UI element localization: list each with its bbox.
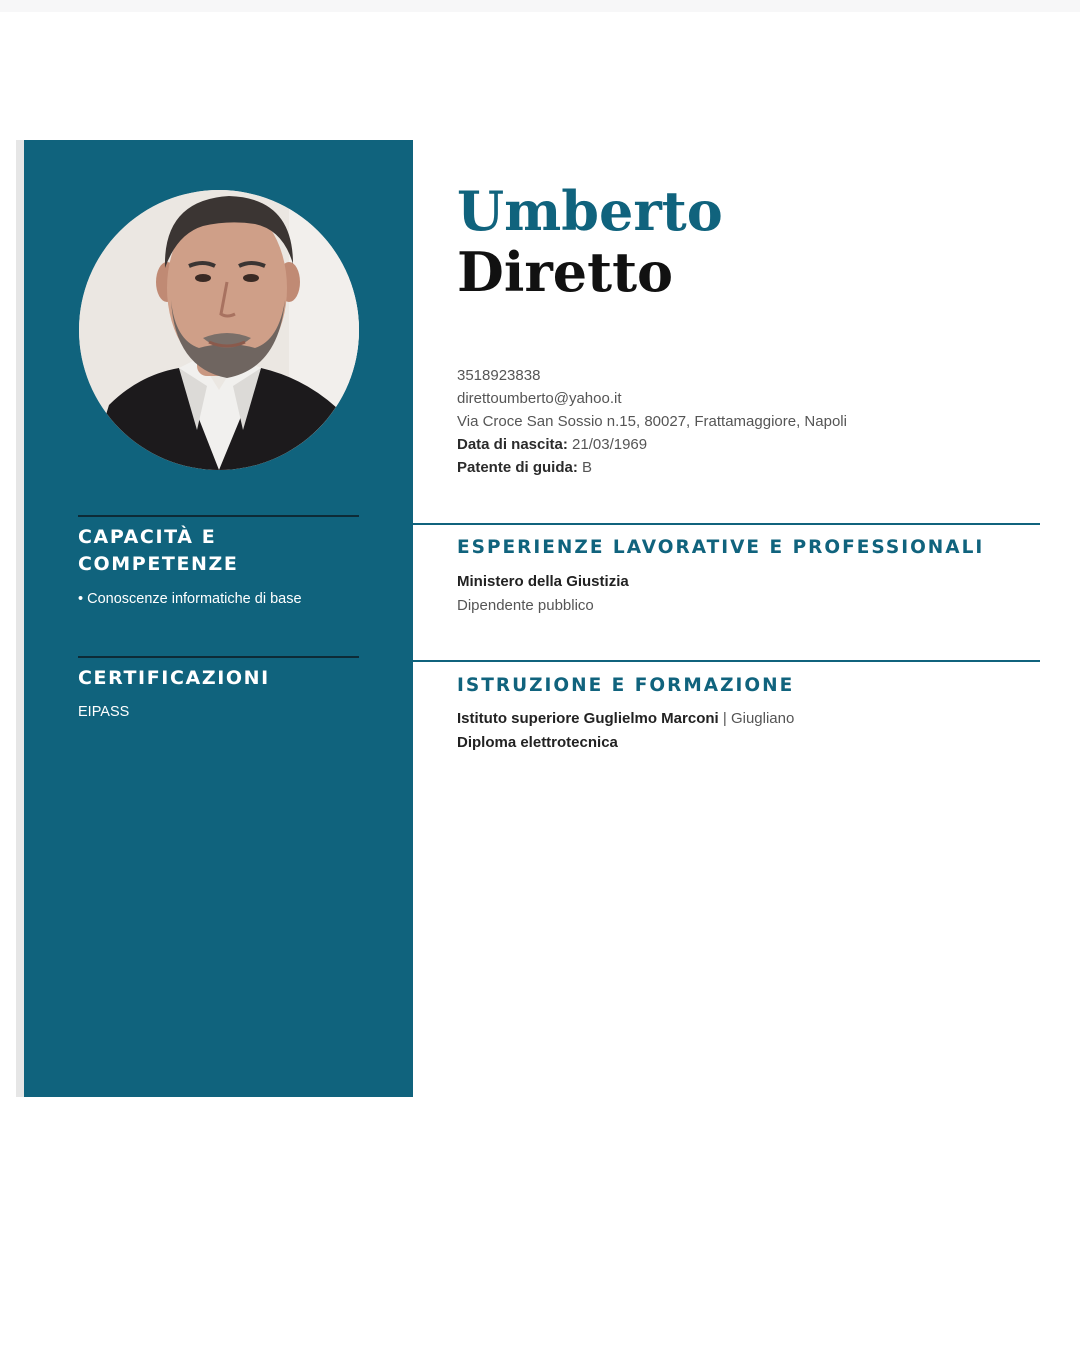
skill-text: Conoscenze informatiche di base — [87, 591, 302, 607]
profile-photo — [79, 190, 359, 470]
birth-date-value: 21/03/1969 — [572, 436, 648, 453]
phone-number: 3518923838 — [457, 367, 541, 384]
certifications-heading: CERTIFICAZIONI — [78, 667, 270, 689]
contact-block — [457, 364, 847, 479]
portrait-illustration — [79, 190, 359, 470]
skills-list-item — [78, 589, 302, 609]
degree-name: Diploma elettrotecnica — [457, 734, 618, 751]
last-name: Diretto — [457, 240, 674, 304]
sidebar — [24, 140, 413, 1097]
education-entry — [457, 707, 794, 755]
driving-license-value: B — [582, 459, 593, 476]
experience-divider — [413, 523, 1040, 525]
skills-heading-line-1: CAPACITÀ E — [78, 526, 217, 548]
skills-heading-line-2: COMPETENZE — [78, 553, 239, 575]
certifications-divider — [78, 656, 359, 658]
home-address: Via Croce San Sossio n.15, 80027, Frattamaggiore, Napoli — [457, 413, 847, 430]
job-role: Dipendente pubblico — [457, 597, 594, 614]
employer-name: Ministero della Giustizia — [457, 573, 629, 590]
certification-item: EIPASS — [78, 704, 130, 720]
separator: | — [722, 710, 727, 727]
school-name: Istituto superiore Guglielmo Marconi — [457, 710, 719, 727]
top-strip — [0, 0, 1080, 12]
driving-license-label: Patente di guida: — [457, 459, 578, 476]
email-address: direttoumberto@yahoo.it — [457, 390, 622, 407]
education-divider — [413, 660, 1040, 662]
experience-heading: ESPERIENZE LAVORATIVE E PROFESSIONALI — [457, 537, 985, 558]
birth-date-label: Data di nascita: — [457, 436, 568, 453]
birth-date — [457, 433, 847, 456]
skills-heading — [78, 524, 378, 578]
school-city: Giugliano — [730, 710, 795, 727]
bullet-icon: • — [78, 591, 84, 607]
education-heading: ISTRUZIONE E FORMAZIONE — [457, 675, 795, 696]
experience-entry — [457, 570, 629, 618]
driving-license — [457, 456, 847, 479]
first-name: Umberto — [457, 179, 723, 243]
skills-divider — [78, 515, 359, 517]
page-shadow — [16, 140, 24, 1097]
